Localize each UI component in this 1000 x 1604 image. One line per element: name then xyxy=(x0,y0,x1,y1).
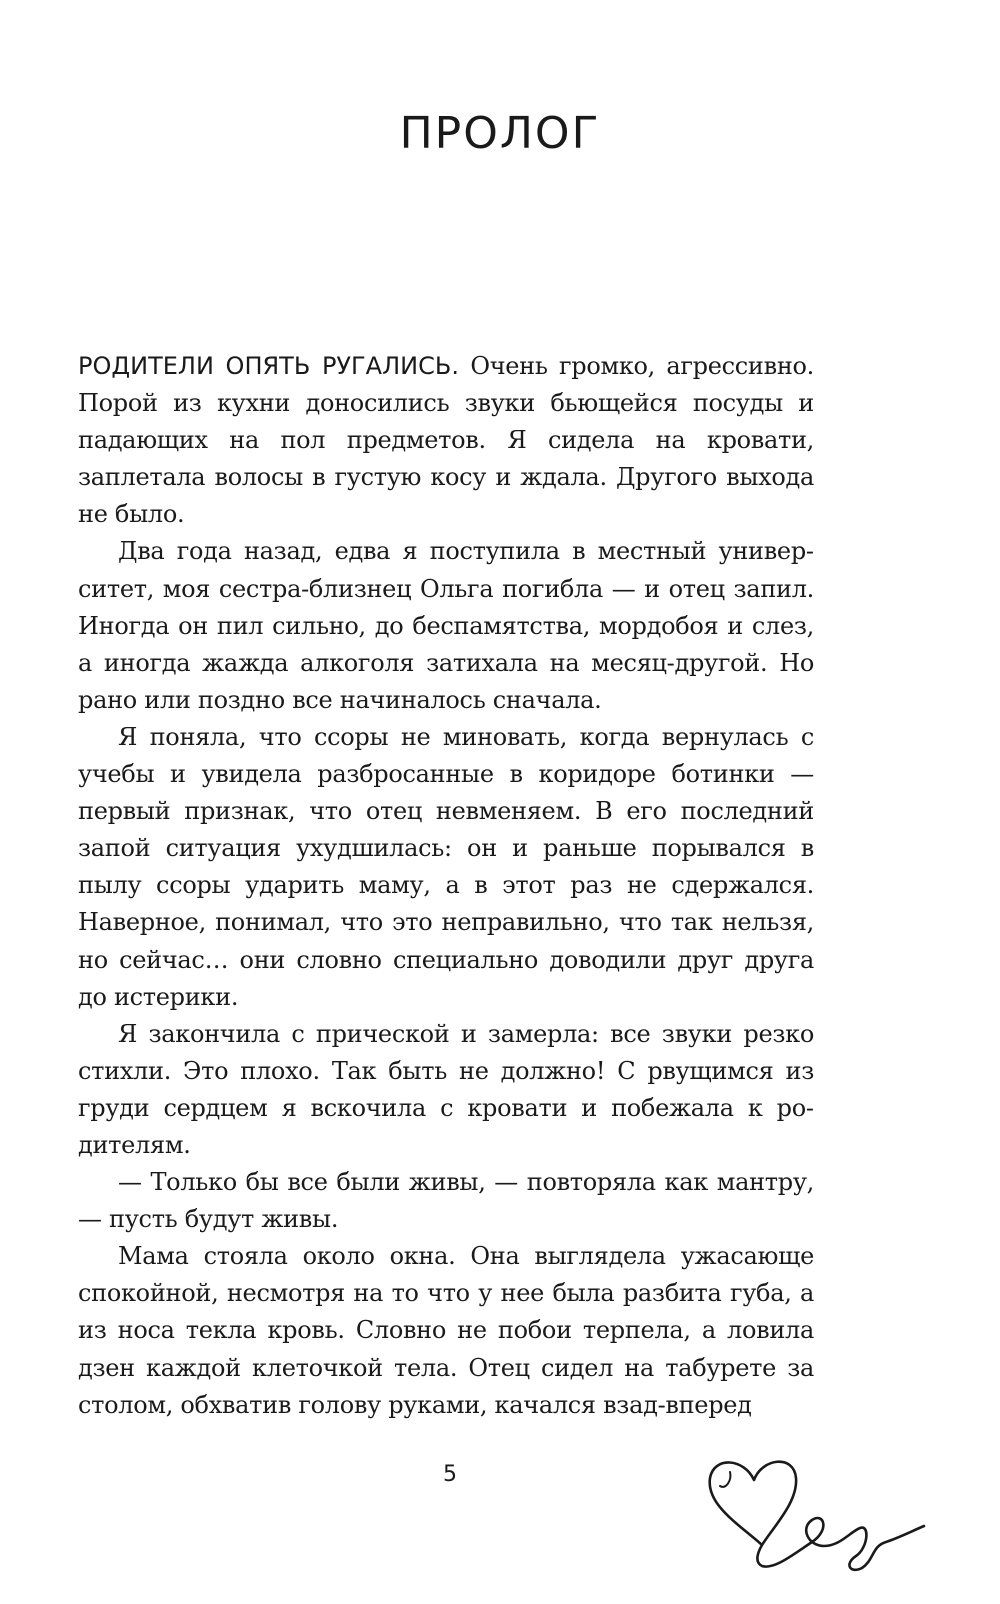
page-number: 5 xyxy=(443,1462,457,1487)
paragraph: Я поняла, что ссоры не миновать, когда вернулась с учебы и увидела разбросанные в коридоре ботинки — первый признак, что отец невменяем. В его последний запой ситуация ухудшилась: он и раньше порывался в пылу ссоры ударить маму, а в этот раз не сдержался. Наверное, понимал, что это неправильно, что так нельзя, но сейчас… они словно специально доводили друг друга до истерики. xyxy=(78,722,814,1011)
paragraph: Я закончила с прической и замерла: все звуки резко стихли. Это плохо. Так быть не должно! С рвущимся из груди сердцем я вскочила с кровати и побежала к родителям. xyxy=(78,1019,814,1159)
lead-caps: РОДИТЕЛИ ОПЯТЬ РУГАЛИСЬ. xyxy=(78,352,459,380)
heart-flourish-icon xyxy=(700,1450,930,1580)
paragraph: Мама стояла около окна. Она выглядела ужасающе спокойной, несмотря на то что у нее была разбита губа, а из носа текла кровь. Словно не побои терпела, а ловила дзен каждой клеточкой тела. Отец сидел на табурете за столом, обхватив голову руками, качался взад-вперед xyxy=(78,1242,814,1419)
paragraph: Два года назад, едва я поступила в местный университет, моя сестра-близнец Ольга погибла — и отец запил. Иногда он пил сильно, до беспамятства, мордобоя и слез, а иногда жажда алкоголя затихала на месяц-другой. Но рано или поздно все начиналось сначала. xyxy=(78,537,814,714)
paragraph: — Только бы все были живы, — повторяла как мантру, — пусть будут живы. xyxy=(78,1168,814,1234)
chapter-title: ПРОЛОГ xyxy=(399,108,601,159)
paragraph xyxy=(78,348,814,533)
paragraph-text: Очень громко, агрессивно. Порой из кухни доносились звуки бьющейся посуды и падающих на пол предметов. Я сидела на кровати, заплетала волосы в густую косу и ждала. Другого выхода не было. xyxy=(78,352,814,529)
chapter-body xyxy=(78,348,814,1424)
